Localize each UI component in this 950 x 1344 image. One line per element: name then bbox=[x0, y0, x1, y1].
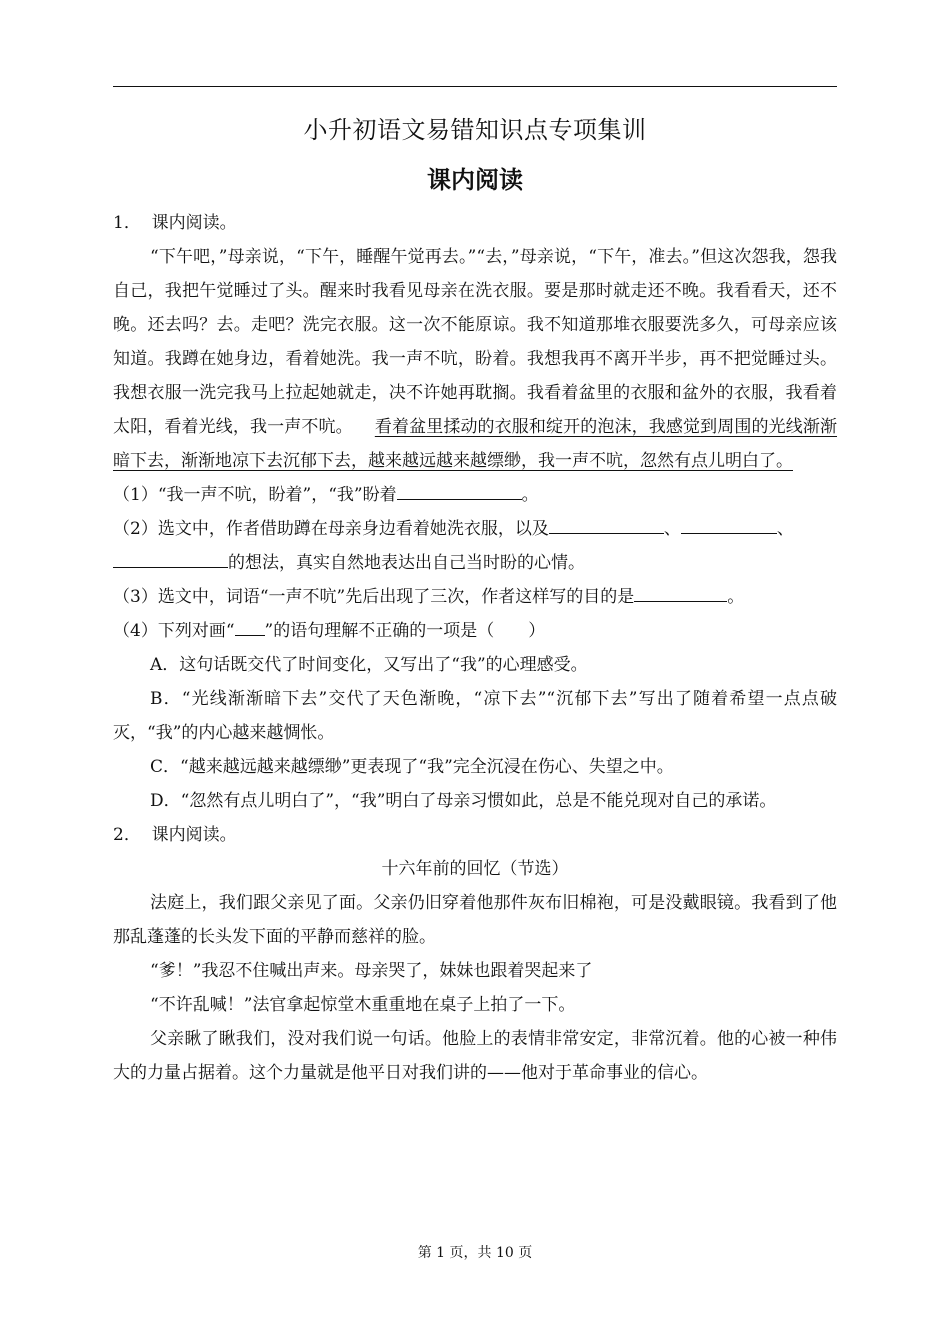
sub-question-4-end: ”的语句理解不正确的一项是（ ） bbox=[264, 621, 546, 641]
sub-question-1-end: 。 bbox=[521, 485, 539, 505]
question-2-heading bbox=[113, 818, 837, 852]
passage-paragraph-1: 法庭上，我们跟父亲见了面。父亲仍旧穿着他那件灰布旧棉袍，可是没戴眼镜。我看到了他那乱蓬蓬的长头发下面的平静而慈祥的脸。 bbox=[113, 893, 837, 947]
option-a: A．这句话既交代了时间变化，又写出了“我”的心理感受。 bbox=[150, 655, 588, 675]
answer-blank bbox=[549, 515, 664, 534]
question-2-label: 课内阅读。 bbox=[151, 825, 237, 845]
header-rule bbox=[113, 86, 837, 87]
document-title: 小升初语文易错知识点专项集训 bbox=[303, 116, 647, 144]
passage-title: 十六年前的回忆（节选） bbox=[381, 859, 569, 879]
question-1-number: 1． bbox=[113, 213, 141, 233]
option-b: B．“光线渐渐暗下去”交代了天色渐晚，“凉下去”“沉郁下去”写出了随着希望一点点破灭，“我”的内心越来越惆怅。 bbox=[113, 689, 837, 743]
sub-question-3-end: 。 bbox=[727, 587, 745, 607]
sub-question-2 bbox=[113, 512, 837, 580]
question-1-heading bbox=[113, 206, 837, 240]
answer-blank bbox=[397, 481, 522, 500]
sub-question-3 bbox=[113, 580, 837, 614]
question-2-number: 2． bbox=[113, 825, 141, 845]
sub-question-2-end: 的想法，真实自然地表达出自己当时盼的心情。 bbox=[228, 553, 585, 573]
sub-question-4 bbox=[113, 614, 837, 648]
passage-paragraph-2: “爹！”我忍不住喊出声来。母亲哭了，妹妹也跟着哭起来了 bbox=[150, 961, 593, 981]
answer-blank bbox=[634, 583, 727, 602]
separator: 、 bbox=[776, 519, 794, 539]
sub-question-1-text: （1）“我一声不吭，盼着”，“我”盼着 bbox=[113, 485, 397, 505]
underlined-sentence: 看着盆里揉动的衣服和绽开的泡沫，我感觉到周围的光线渐渐暗下去，渐渐地凉下去沉郁下去，越来越远越来越缥缈，我一声不吭，忽然有点儿明白了。 bbox=[113, 417, 838, 471]
underline-marker bbox=[235, 617, 265, 636]
sub-question-3-text: （3）选文中，词语“一声不吭”先后出现了三次，作者这样写的目的是 bbox=[113, 587, 635, 607]
sub-question-2-text: （2）选文中，作者借助蹲在母亲身边看着她洗衣服，以及 bbox=[113, 519, 549, 539]
document-body bbox=[113, 206, 837, 1090]
question-1-label: 课内阅读。 bbox=[151, 213, 237, 233]
page-footer: 第 1 页，共 10 页 bbox=[417, 1245, 533, 1261]
passage-paragraph-4: 父亲瞅了瞅我们，没对我们说一句话。他脸上的表情非常安定，非常沉着。他的心被一种伟大的力量占据着。这个力量就是他平日对我们讲的——他对于革命事业的信心。 bbox=[113, 1029, 837, 1083]
section-title: 课内阅读 bbox=[427, 166, 523, 194]
answer-blank bbox=[113, 549, 228, 568]
option-d: D．“忽然有点儿明白了”，“我”明白了母亲习惯如此，总是不能兑现对自己的承诺。 bbox=[150, 791, 777, 811]
question-1-passage bbox=[113, 240, 837, 478]
answer-blank bbox=[681, 515, 777, 534]
sub-question-4-text: （4）下列对画“ bbox=[113, 621, 235, 641]
separator: 、 bbox=[663, 519, 681, 539]
passage-paragraph-3: “不许乱喊！”法官拿起惊堂木重重地在桌子上拍了一下。 bbox=[150, 995, 576, 1015]
passage-text: “下午吧，”母亲说，“下午，睡醒午觉再去。”“去，”母亲说，“下午，准去。”但这次怨我，怨我自己，我把午觉睡过了头。醒来时我看见母亲在洗衣服。要是那时就走还不晚。我看看天，还不晚。还去吗？去。走吧？洗完衣服。这一次不能原谅。我不知道那堆衣服要洗多久，可母亲应该知道。我蹲在她身边，看着她洗。我一声不吭，盼着。我想我再不离开半步，再不把觉睡过头。我想衣服一洗完我马上拉起她就走，决不许她再耽搁。我看着盆里的衣服和盆外的衣服，我看着太阳，看着光线，我一声不吭。 bbox=[113, 247, 837, 437]
option-c: C．“越来越远越来越缥缈”更表现了“我”完全沉浸在伤心、失望之中。 bbox=[150, 757, 674, 777]
sub-question-1 bbox=[113, 478, 837, 512]
